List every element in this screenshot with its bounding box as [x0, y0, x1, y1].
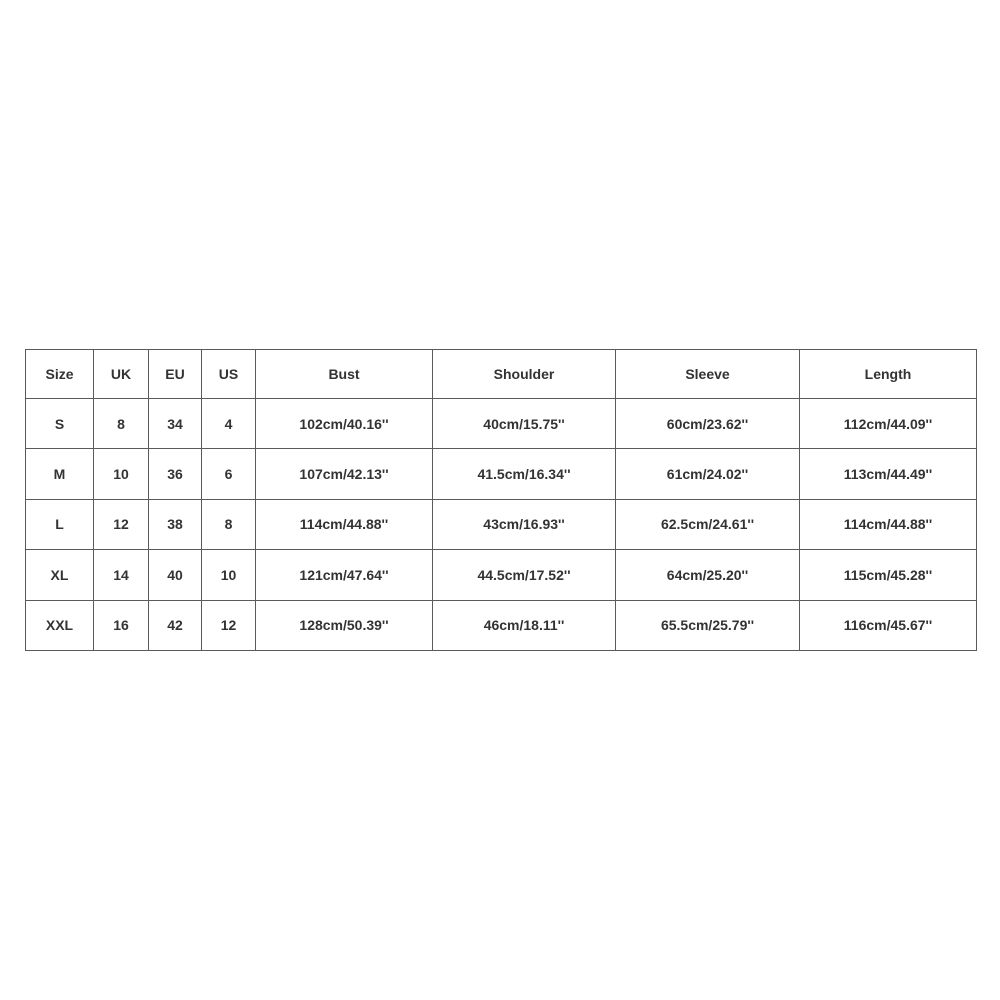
- cell-us: 12: [202, 600, 256, 650]
- cell-sleeve: 65.5cm/25.79'': [616, 600, 800, 650]
- cell-uk: 16: [94, 600, 149, 650]
- header-length: Length: [800, 350, 977, 399]
- cell-uk: 10: [94, 449, 149, 499]
- cell-bust: 114cm/44.88'': [256, 499, 433, 549]
- cell-shoulder: 43cm/16.93'': [433, 499, 616, 549]
- cell-eu: 38: [149, 499, 202, 549]
- header-sleeve: Sleeve: [616, 350, 800, 399]
- cell-length: 112cm/44.09'': [800, 399, 977, 449]
- header-size: Size: [26, 350, 94, 399]
- table-row: [26, 600, 977, 650]
- cell-size: XL: [26, 550, 94, 600]
- cell-size: S: [26, 399, 94, 449]
- cell-shoulder: 40cm/15.75'': [433, 399, 616, 449]
- cell-eu: 42: [149, 600, 202, 650]
- cell-shoulder: 41.5cm/16.34'': [433, 449, 616, 499]
- cell-size: L: [26, 499, 94, 549]
- cell-sleeve: 61cm/24.02'': [616, 449, 800, 499]
- table-row: [26, 449, 977, 499]
- cell-shoulder: 44.5cm/17.52'': [433, 550, 616, 600]
- table-row: [26, 399, 977, 449]
- cell-sleeve: 60cm/23.62'': [616, 399, 800, 449]
- header-eu: EU: [149, 350, 202, 399]
- cell-shoulder: 46cm/18.11'': [433, 600, 616, 650]
- cell-uk: 8: [94, 399, 149, 449]
- header-row: [26, 350, 977, 399]
- header-us: US: [202, 350, 256, 399]
- cell-us: 10: [202, 550, 256, 600]
- cell-length: 114cm/44.88'': [800, 499, 977, 549]
- cell-sleeve: 62.5cm/24.61'': [616, 499, 800, 549]
- cell-uk: 14: [94, 550, 149, 600]
- cell-bust: 107cm/42.13'': [256, 449, 433, 499]
- cell-us: 6: [202, 449, 256, 499]
- header-shoulder: Shoulder: [433, 350, 616, 399]
- cell-bust: 128cm/50.39'': [256, 600, 433, 650]
- cell-us: 8: [202, 499, 256, 549]
- cell-length: 113cm/44.49'': [800, 449, 977, 499]
- cell-length: 115cm/45.28'': [800, 550, 977, 600]
- cell-eu: 40: [149, 550, 202, 600]
- cell-uk: 12: [94, 499, 149, 549]
- table-row: [26, 550, 977, 600]
- header-uk: UK: [94, 350, 149, 399]
- cell-length: 116cm/45.67'': [800, 600, 977, 650]
- table-row: [26, 499, 977, 549]
- cell-sleeve: 64cm/25.20'': [616, 550, 800, 600]
- cell-size: M: [26, 449, 94, 499]
- cell-bust: 102cm/40.16'': [256, 399, 433, 449]
- cell-bust: 121cm/47.64'': [256, 550, 433, 600]
- cell-size: XXL: [26, 600, 94, 650]
- header-bust: Bust: [256, 350, 433, 399]
- cell-eu: 36: [149, 449, 202, 499]
- size-chart-table: [25, 349, 977, 651]
- cell-eu: 34: [149, 399, 202, 449]
- cell-us: 4: [202, 399, 256, 449]
